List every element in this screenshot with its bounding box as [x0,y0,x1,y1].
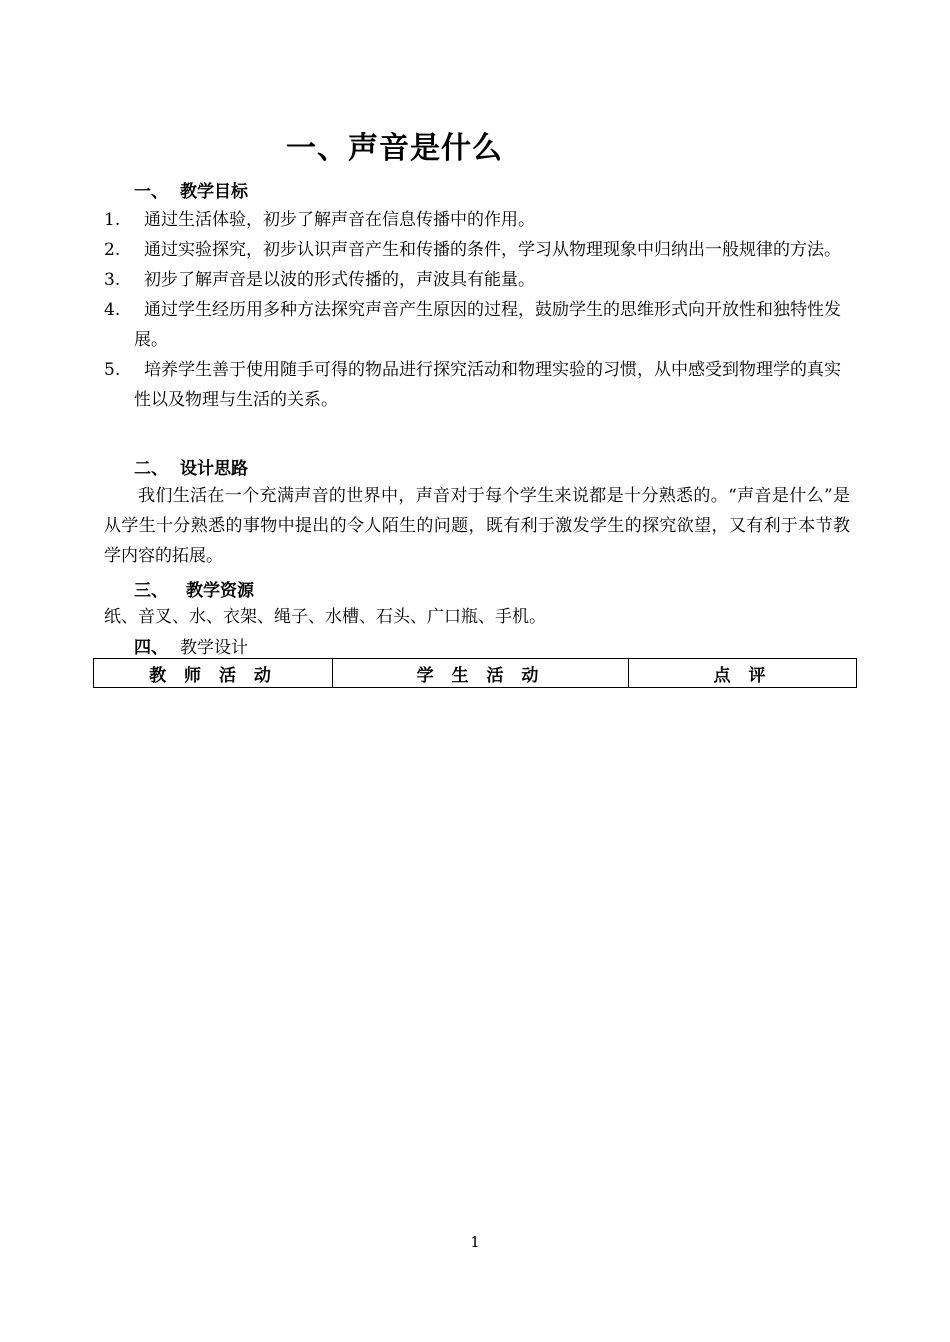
document-title: 一、声音是什么 [286,131,503,166]
list-index: 3. [104,270,121,290]
list-text: 初步了解声音是以波的形式传播的，声波具有能量。 [144,270,535,290]
section-number: 二、 [134,459,168,479]
section-heading-design-idea [134,454,248,479]
section-label: 教学目标 [180,182,248,202]
design-idea-paragraph: 我们生活在一个充满声音的世界中，声音对于每个学生来说都是十分熟悉的。“声音是什么”是从学生十分熟悉的事物中提出的令人陌生的问题，既有利于激发学生的探究欲望，又有利于本节教学内容的拓展。 [104,486,850,566]
section-heading-resources [134,576,254,601]
list-text: 培养学生善于使用随手可得的物品进行探究活动和物理实验的习惯，从中感受到物理学的真实性以及物理与生活的关系。 [134,360,841,410]
list-item [104,265,850,295]
section-label: 教学资源 [186,581,254,601]
list-item [104,295,850,355]
list-index: 4. [104,300,121,320]
list-text: 通过学生经历用多种方法探究声音产生原因的过程，鼓励学生的思维形式向开放性和独特性发展。 [134,300,841,350]
list-item [104,355,850,415]
table-header-row [94,659,857,688]
list-text: 通过生活体验，初步了解声音在信息传播中的作用。 [144,210,535,230]
list-item [104,205,850,235]
table-header-student: 学 生 活 动 [333,659,629,688]
section-number: 三、 [134,581,168,601]
list-index: 5. [104,360,121,380]
section-heading-teaching-design [134,633,248,658]
table-header-teacher: 教 师 活 动 [94,659,333,688]
teaching-design-table [93,658,857,688]
table-header-comment: 点 评 [629,659,857,688]
section-label: 教学设计 [180,638,248,658]
list-index: 1. [104,210,121,230]
section-number: 四、 [134,638,168,658]
section-heading-goals [134,177,248,202]
list-item [104,235,850,265]
page-number: 1 [470,1233,480,1251]
section-number: 一、 [134,182,168,202]
list-index: 2. [104,240,121,260]
goals-list [104,205,850,415]
list-text: 通过实验探究，初步认识声音产生和传播的条件，学习从物理现象中归纳出一般规律的方法。 [144,240,841,260]
resources-text: 纸、音叉、水、衣架、绳子、水槽、石头、广口瓶、手机。 [104,607,546,627]
section-label: 设计思路 [180,459,248,479]
